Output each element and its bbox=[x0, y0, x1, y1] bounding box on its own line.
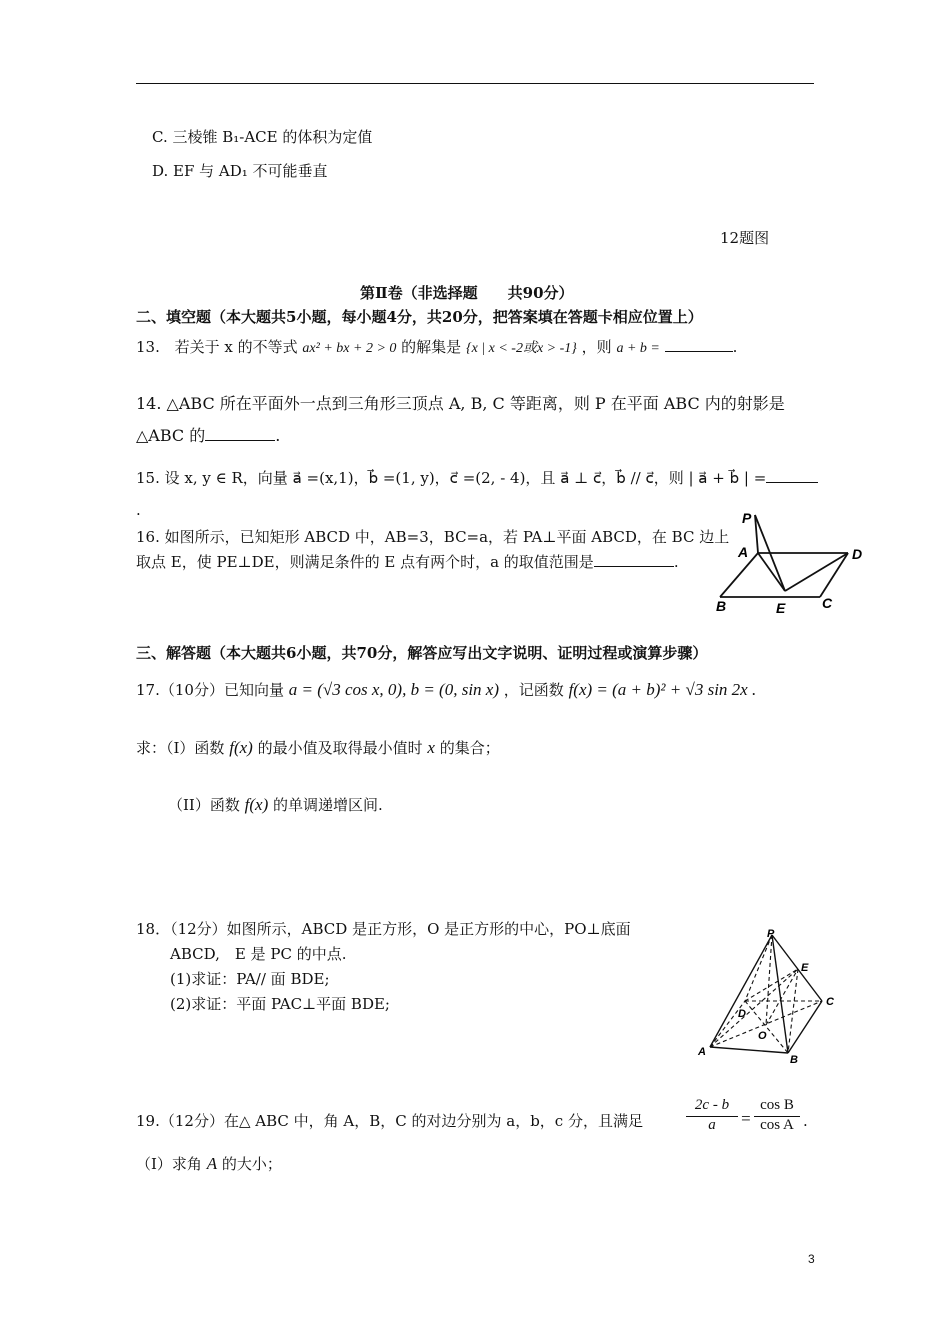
question-14-line1: 14. △ABC 所在平面外一点到三角形三顶点 A, B, C 等距离，则 P 在平面 ABC 内的射影是 bbox=[136, 394, 785, 413]
fig18-label-a: A bbox=[698, 1046, 706, 1058]
q17-ask2: 的最小值及取得最小值时 bbox=[257, 739, 423, 757]
figure-12-caption: 12题图 bbox=[720, 229, 770, 247]
q13-text: 若关于 x 的不等式 bbox=[174, 338, 298, 356]
question-14-line2 bbox=[136, 426, 280, 446]
q17-ask: 求：（I）函数 bbox=[136, 739, 225, 757]
question-18-line1: 18．（12分）如图所示，ABCD 是正方形，O 是正方形的中心，PO⊥底面 bbox=[136, 920, 631, 938]
q19-fraction-1 bbox=[686, 1097, 738, 1134]
q14-text: △ABC 的 bbox=[136, 426, 206, 445]
q15-dot: . bbox=[136, 501, 141, 519]
fig18-label-c: C bbox=[826, 996, 834, 1008]
q13-set: {x | x < -2或x > -1} bbox=[465, 341, 577, 356]
fig16-label-e: E bbox=[776, 600, 786, 615]
question-16-line2 bbox=[136, 552, 679, 572]
figure-18-pyramid bbox=[690, 925, 850, 1065]
q19-i: （Ⅰ）求角 bbox=[136, 1155, 202, 1173]
fig18-label-o: O bbox=[758, 1030, 767, 1042]
fig18-label-b: B bbox=[790, 1054, 798, 1065]
q19-frac2-num: cos B bbox=[754, 1097, 800, 1117]
section2-heading: 二、填空题（本大题共5小题，每小题4分，共20分，把答案填在答题卡相应位置上） bbox=[136, 308, 703, 326]
q19-frac1-num: 2c - b bbox=[686, 1097, 738, 1117]
question-19-part1 bbox=[136, 1154, 282, 1174]
option-c: C. 三棱锥 B₁-ACE 的体积为定值 bbox=[152, 128, 373, 146]
q17-f2: f(x) bbox=[244, 795, 269, 814]
question-13 bbox=[136, 337, 737, 359]
q17-ask3: 的集合； bbox=[439, 739, 500, 757]
q17-intro: 17.（10分）已知向量 bbox=[136, 681, 284, 699]
question-15 bbox=[136, 468, 818, 488]
fig18-label-d: D bbox=[738, 1008, 746, 1020]
q13-text2: 的解集是 bbox=[401, 338, 462, 356]
q17-x: x bbox=[427, 738, 435, 757]
q19-angle-a: A bbox=[206, 1154, 218, 1173]
q13-end: . bbox=[732, 338, 738, 356]
question-17-part1 bbox=[136, 738, 500, 758]
question-16-line1: 16. 如图所示，已知矩形 ABCD 中，AB=3，BC=a，若 PA⊥平面 ABCD，在 BC 边上 bbox=[136, 528, 730, 546]
fig16-label-a: A bbox=[738, 544, 749, 560]
q19-frac1-den: a bbox=[708, 1117, 716, 1133]
option-d: D. EF 与 AD₁ 不可能垂直 bbox=[152, 162, 328, 180]
q13-sum: a + b = bbox=[616, 341, 660, 356]
fig16-label-d: D bbox=[852, 546, 863, 562]
question-17-part2 bbox=[168, 795, 383, 815]
q17-ii: （II）函数 bbox=[168, 796, 240, 814]
q17-f1: f(x) bbox=[229, 738, 253, 757]
q16-answer-blank bbox=[594, 552, 674, 567]
fig16-label-c: C bbox=[822, 595, 833, 611]
q19-end: . bbox=[803, 1112, 808, 1130]
fig16-label-b: B bbox=[716, 598, 727, 614]
q19-frac2-den: cos A bbox=[760, 1117, 794, 1133]
q14-end: . bbox=[275, 426, 281, 445]
q13-answer-blank bbox=[665, 337, 733, 352]
q17-ii2: 的单调递增区间. bbox=[273, 796, 383, 814]
q15-answer-blank bbox=[766, 468, 818, 483]
q14-answer-blank bbox=[205, 426, 275, 441]
q13-inequality: ax² + bx + 2 > 0 bbox=[302, 341, 397, 356]
part2-title: 第Ⅱ卷（非选择题 共90分） bbox=[360, 284, 574, 302]
fig16-label-p: P bbox=[742, 510, 752, 526]
question-18-part1: (1)求证：PA// 面 BDE; bbox=[170, 970, 330, 988]
figure-16-diagram bbox=[700, 505, 870, 615]
question-19-text: 19.（12分）在△ ABC 中，角 A，B，C 的对边分别为 a，b，c 分，且满足 bbox=[136, 1112, 643, 1130]
fig18-label-p: P bbox=[767, 928, 775, 940]
section3-heading: 三、解答题（本大题共6小题，共70分，解答应写出文字说明、证明过程或演算步骤） bbox=[136, 644, 708, 662]
q16-text: 取点 E，使 PE⊥DE，则满足条件的 E 点有两个时，a 的取值范围是 bbox=[136, 553, 594, 571]
q19-i2: 的大小； bbox=[221, 1155, 282, 1173]
page-number: 3 bbox=[808, 1252, 815, 1266]
fig18-label-e: E bbox=[801, 962, 809, 974]
question-17-line1 bbox=[136, 680, 756, 700]
header-rule bbox=[136, 83, 814, 84]
q19-equals: = bbox=[740, 1109, 752, 1128]
question-18-part2: (2)求证：平面 PAC⊥平面 BDE; bbox=[170, 995, 390, 1013]
q16-end: . bbox=[673, 553, 679, 571]
q17-mid: ，记函数 bbox=[503, 681, 564, 699]
q13-number: 13. bbox=[136, 338, 160, 356]
q17-function: f(x) = (a + b)² + √3 sin 2x . bbox=[568, 680, 757, 699]
q17-vectors: a = (√3 cos x, 0), b = (0, sin x) bbox=[288, 680, 499, 699]
q13-text3: ，则 bbox=[581, 338, 612, 356]
q19-fraction-2 bbox=[754, 1097, 800, 1134]
question-18-line2: ABCD, E 是 PC 的中点. bbox=[170, 945, 347, 963]
q15-text: 15. 设 x, y ∈ R，向量 a⃗ =(x,1)，b⃗ =(1, y)，c⃗ =(2, - 4)，且 a⃗ ⊥ c⃗，b⃗ // c⃗，则 | a⃗ + b⃗ | = bbox=[136, 469, 767, 487]
